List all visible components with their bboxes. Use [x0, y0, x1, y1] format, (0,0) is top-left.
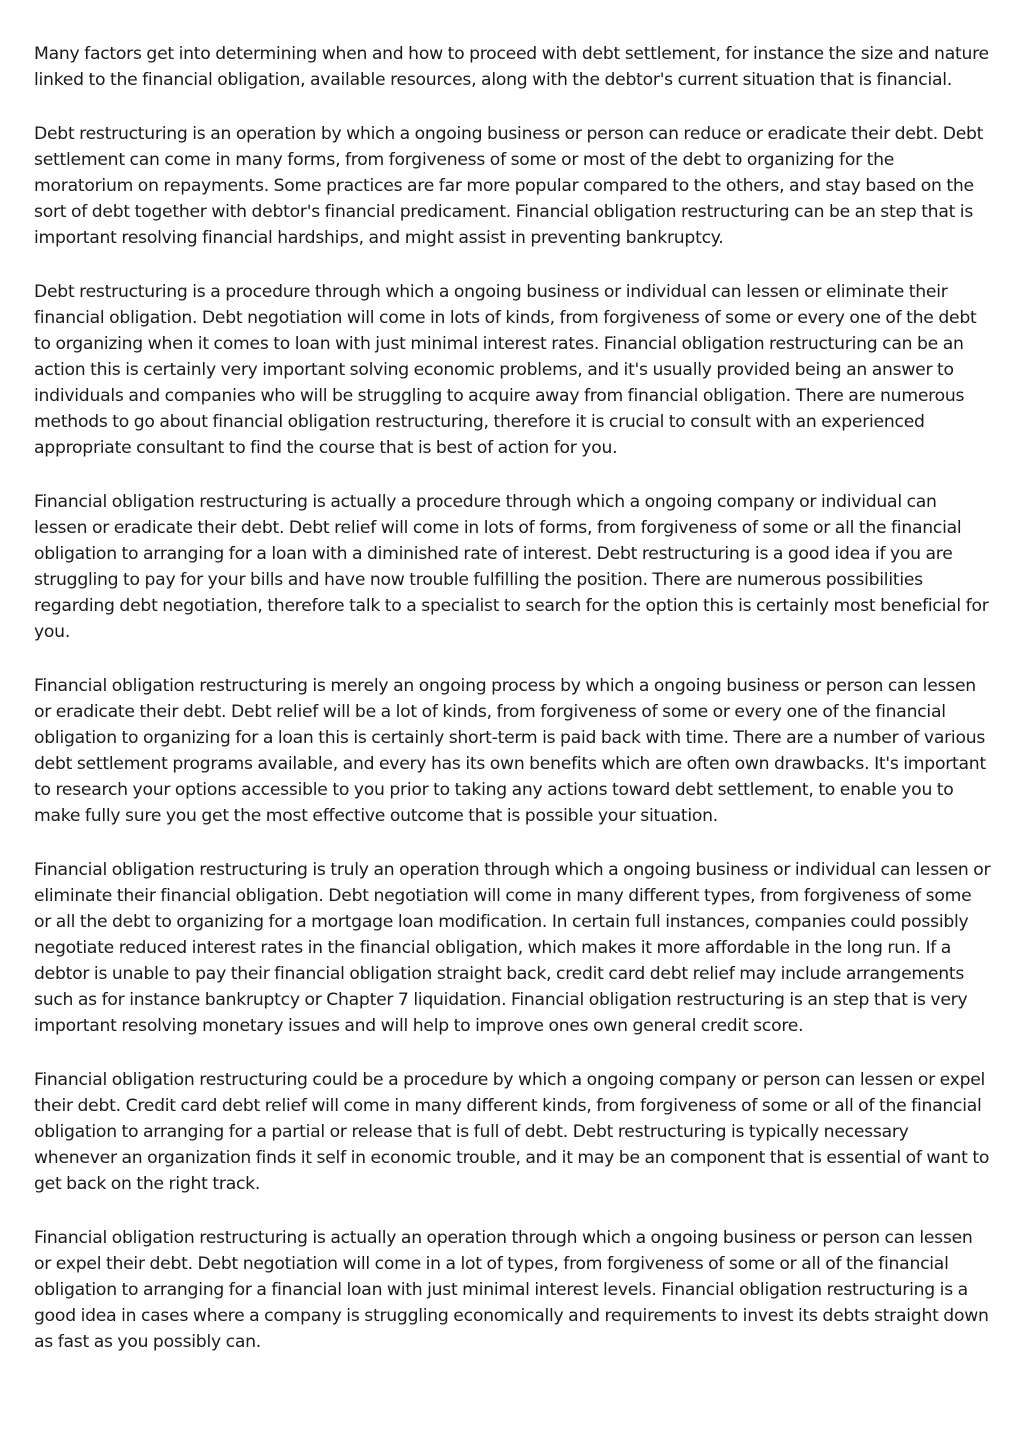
paragraph-1: Many factors get into determining when and how to proceed with debt settlement, for instance the size and nature linked to the financial obligation, available resources, along with the debtor's current situation that is financial.	[34, 44, 989, 90]
paragraph-6: Financial obligation restructuring is truly an operation through which a ongoing business or individual can lessen or eliminate their financial obligation. Debt negotiation will come in many different types, from forgiveness of some or all the debt to organizing for a mortgage loan modification. In certain full instances, companies could possibly negotiate reduced interest rates in the financial obligation, which makes it more affordable in the long run. If a debtor is unable to pay their financial obligation straight back, credit card debt relief may include arrangements such as for instance bankruptcy or Chapter 7 liquidation. Financial obligation restructuring is an step that is very important resolving monetary issues and will help to improve ones own general credit score.	[34, 860, 991, 1036]
paragraph-8: Financial obligation restructuring is actually an operation through which a ongoing business or person can lessen or expel their debt. Debt negotiation will come in a lot of types, from forgiveness of some or all of the financial obligation to arranging for a financial loan with just minimal interest levels. Financial obligation restructuring is a good idea in cases where a company is struggling economically and requirements to invest its debts straight down as fast as you possibly can.	[34, 1227, 989, 1352]
paragraph-5: Financial obligation restructuring is merely an ongoing process by which a ongoing business or person can lessen or eradicate their debt. Debt relief will be a lot of kinds, from forgiveness of some or every one of the financial obligation to organizing for a loan this is certainly short-term is paid back with time. There are a number of various debt settlement programs available, and every has its own benefits which are often own drawbacks. It's important to research your options accessible to you prior to taking any actions toward debt settlement, to enable you to make fully sure you get the most effective outcome that is possible your situation.	[34, 676, 986, 826]
paragraph-4: Financial obligation restructuring is actually a procedure through which a ongoing company or individual can lessen or eradicate their debt. Debt relief will come in lots of forms, from forgiveness of some or all the financial obligation to arranging for a loan with a diminished rate of interest. Debt restructuring is a good idea if you are struggling to pay for your bills and have now trouble fulfilling the position. There are numerous possibilities regarding debt negotiation, therefore talk to a specialist to search for the option this is certainly most beneficial for you.	[34, 492, 989, 642]
document-body	[34, 42, 992, 1384]
paragraph-7: Financial obligation restructuring could be a procedure by which a ongoing company or person can lessen or expel their debt. Credit card debt relief will come in many different kinds, from forgiveness of some or all of the financial obligation to arranging for a partial or release that is full of debt. Debt restructuring is typically necessary whenever an organization finds it self in economic trouble, and it may be an component that is essential of want to get back on the right track.	[34, 1069, 990, 1194]
paragraph-3: Debt restructuring is a procedure through which a ongoing business or individual can lessen or eliminate their financial obligation. Debt negotiation will come in lots of kinds, from forgiveness of some or every one of the debt to organizing when it comes to loan with just minimal interest rates. Financial obligation restructuring can be an action this is certainly very important solving economic problems, and it's usually provided being an answer to individuals and companies who will be struggling to acquire away from financial obligation. There are numerous methods to go about financial obligation restructuring, therefore it is crucial to consult with an experienced appropriate consultant to find the course that is best of action for you.	[34, 282, 977, 458]
paragraph-2: Debt restructuring is an operation by which a ongoing business or person can reduce or eradicate their debt. Debt settlement can come in many forms, from forgiveness of some or most of the debt to organizing for the moratorium on repayments. Some practices are far more popular compared to the others, and stay based on the sort of debt together with debtor's financial predicament. Financial obligation restructuring can be an step that is important resolving financial hardships, and might assist in preventing bankruptcy.	[34, 124, 984, 248]
